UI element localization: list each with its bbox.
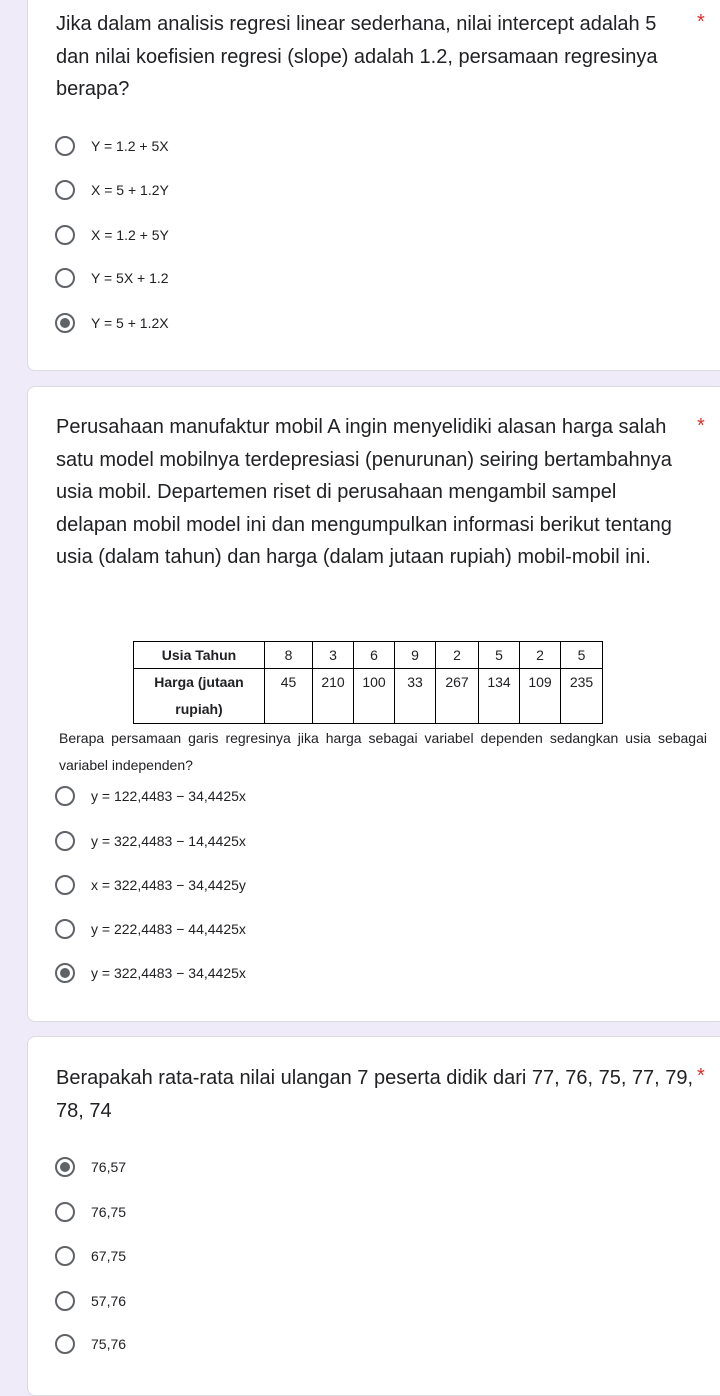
radio-option[interactable] bbox=[55, 133, 169, 159]
table-cell: 3 bbox=[313, 642, 354, 669]
option-label: y = 122,4483 − 34,4425x bbox=[91, 788, 246, 804]
table-cell: 267 bbox=[436, 669, 479, 724]
table-cell: 210 bbox=[313, 669, 354, 724]
option-label: Y = 1.2 + 5X bbox=[91, 138, 169, 154]
radio-option[interactable] bbox=[55, 783, 246, 809]
radio-button[interactable] bbox=[55, 1246, 75, 1266]
question-title: Perusahaan manufaktur mobil A ingin menyelidiki alasan harga salah satu model mobilnya terdepresiasi (penurunan) seiring bertambahnya usia mobil. Departemen riset di perusahaan mengambil sampel delapan mobil model ini dan mengumpulkan informasi berikut tentang usia (dalam tahun) dan harga (dalam jutaan rupiah) mobil-mobil ini. bbox=[56, 416, 672, 568]
option-label: x = 322,4483 − 34,4425y bbox=[91, 877, 246, 893]
table-cell: 2 bbox=[520, 642, 561, 669]
question-title: Berapakah rata-rata nilai ulangan 7 peserta didik dari 77, 76, 75, 77, 79, 78, 74 bbox=[56, 1067, 694, 1122]
option-label: y = 222,4483 − 44,4425x bbox=[91, 921, 246, 937]
option-label: Y = 5X + 1.2 bbox=[91, 270, 169, 286]
option-label: y = 322,4483 − 14,4425x bbox=[91, 833, 246, 849]
question-title: Jika dalam analisis regresi linear sederhana, nilai intercept adalah 5 dan nilai koefisien regresi (slope) adalah 1.2, persamaan regresinya berapa? bbox=[56, 13, 658, 100]
table-cell: 6 bbox=[354, 642, 395, 669]
table-cell: 8 bbox=[265, 642, 313, 669]
option-label: 75,76 bbox=[91, 1336, 127, 1352]
option-label: 57,76 bbox=[91, 1293, 127, 1309]
radio-option[interactable] bbox=[55, 1199, 126, 1225]
radio-button[interactable] bbox=[55, 225, 75, 245]
radio-option[interactable] bbox=[55, 177, 169, 203]
radio-button[interactable] bbox=[55, 1202, 75, 1222]
option-label: X = 5 + 1.2Y bbox=[91, 182, 169, 198]
table-cell: 33 bbox=[395, 669, 436, 724]
table-header-cell: Usia Tahun bbox=[134, 642, 265, 669]
radio-option[interactable] bbox=[55, 1331, 126, 1357]
table-cell: 5 bbox=[561, 642, 603, 669]
radio-button[interactable] bbox=[55, 831, 75, 851]
option-label: Y = 5 + 1.2X bbox=[91, 315, 169, 331]
table-cell: 235 bbox=[561, 669, 603, 724]
required-asterisk: * bbox=[697, 11, 705, 33]
radio-button[interactable] bbox=[55, 919, 75, 939]
radio-option[interactable] bbox=[55, 916, 246, 942]
table-cell: 9 bbox=[395, 642, 436, 669]
radio-option-selected[interactable] bbox=[55, 1154, 126, 1180]
radio-option-selected[interactable] bbox=[55, 960, 246, 986]
radio-button-selected[interactable] bbox=[55, 963, 75, 983]
question-card-2 bbox=[27, 386, 720, 1022]
radio-button[interactable] bbox=[55, 180, 75, 200]
table-cell: 45 bbox=[265, 669, 313, 724]
option-label: 76,75 bbox=[91, 1204, 127, 1220]
table-row bbox=[134, 642, 603, 669]
table-row bbox=[134, 669, 603, 724]
table-cell: 5 bbox=[479, 642, 520, 669]
radio-button[interactable] bbox=[55, 1291, 75, 1311]
radio-option[interactable] bbox=[55, 222, 169, 248]
question-card-1 bbox=[27, 0, 720, 371]
radio-option[interactable] bbox=[55, 265, 169, 291]
radio-option[interactable] bbox=[55, 828, 246, 854]
table-cell: 109 bbox=[520, 669, 561, 724]
radio-button[interactable] bbox=[55, 786, 75, 806]
radio-option[interactable] bbox=[55, 872, 246, 898]
option-label: X = 1.2 + 5Y bbox=[91, 227, 169, 243]
table-header-cell: Harga (jutaan rupiah) bbox=[134, 669, 265, 724]
radio-button[interactable] bbox=[55, 136, 75, 156]
radio-button-selected[interactable] bbox=[55, 313, 75, 333]
radio-option[interactable] bbox=[55, 1288, 126, 1314]
radio-button[interactable] bbox=[55, 1334, 75, 1354]
data-table bbox=[133, 641, 603, 724]
sub-question-text: Berapa persamaan garis regresinya jika harga sebagai variabel dependen sedangkan usia sebagai variabel independen? bbox=[59, 730, 707, 773]
question-card-3 bbox=[27, 1036, 720, 1396]
radio-button[interactable] bbox=[55, 875, 75, 895]
required-asterisk: * bbox=[697, 415, 705, 437]
table-cell: 2 bbox=[436, 642, 479, 669]
option-label: 67,75 bbox=[91, 1248, 127, 1264]
radio-option[interactable] bbox=[55, 1243, 126, 1269]
option-label: y = 322,4483 − 34,4425x bbox=[91, 965, 246, 981]
option-label: 76,57 bbox=[91, 1159, 127, 1175]
radio-button[interactable] bbox=[55, 268, 75, 288]
radio-option-selected[interactable] bbox=[55, 310, 169, 336]
table-cell: 134 bbox=[479, 669, 520, 724]
radio-button-selected[interactable] bbox=[55, 1157, 75, 1177]
required-asterisk: * bbox=[697, 1065, 705, 1087]
table-cell: 100 bbox=[354, 669, 395, 724]
